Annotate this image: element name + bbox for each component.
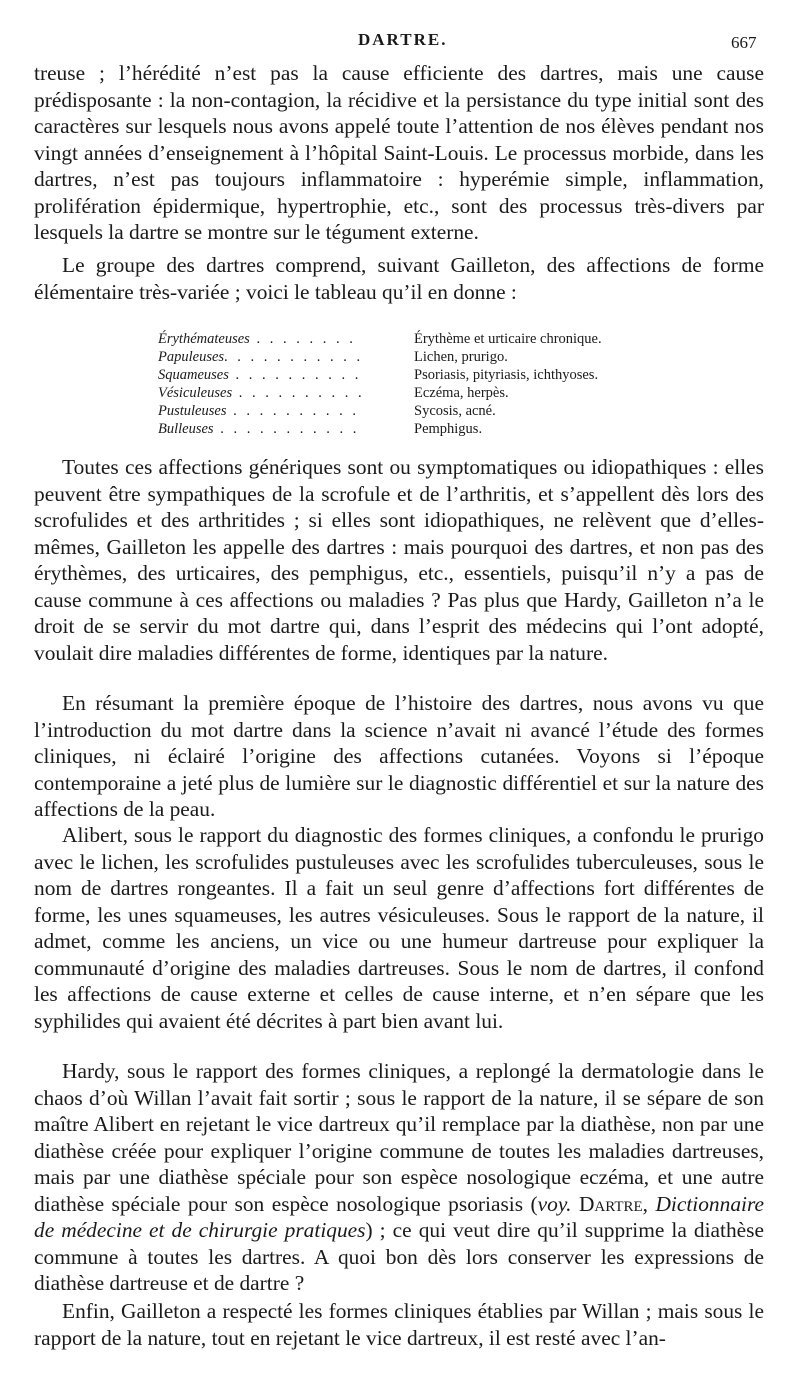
running-title: DARTRE.	[358, 30, 448, 49]
table-row	[158, 348, 658, 366]
voy-abbrev: voy.	[537, 1191, 572, 1216]
table-row	[158, 402, 658, 420]
dartre-smallcaps: Dartre	[578, 1191, 643, 1216]
paragraph-affections-generiques: Toutes ces affections génériques sont ou symptomatiques ou idiopathiques : elles peuvent être sympathiques de la scrofule et de l’arthritis, et s’appellent dès lors des scrofulides et des arthritides ; si elles sont idiopathiques, ne relèvent que d’elles-mêmes, Gailleton les appelle des dartres : mais pourquoi des dartres, et non pas des érythèmes, des urticaires, des pemphigus, etc., essentiels, puisqu’il n’y a pas de cause commune à ces affections ou maladies ? Pas plus que Hardy, Gailleton n’a le droit de se servir du mot dartre qui, dans l’esprit des médecins qui l’ont adopté, voulait dire maladies différentes de forme, identiques par la nature.	[34, 455, 764, 665]
table-row-label: Bulleuses . . . . . . . . . . .	[158, 421, 360, 437]
table-row	[158, 330, 658, 348]
table-row-label: Vésiculeuses . . . . . . . . . .	[158, 385, 365, 401]
table-row-value: Pemphigus.	[414, 421, 483, 437]
table-row-value: Lichen, prurigo.	[414, 349, 508, 365]
table-row-label: Érythémateuses . . . . . . . .	[158, 331, 356, 347]
paragraph-hardy: Hardy, sous le rapport des formes cliniques, a replongé la dermatologie dans le chaos d’où Willan l’avait fait sortir ; sous le rapport de la nature, il se sépare de son maître Alibert en rejetant le vice dartreux qu’il remplace par la diathèse, non par une diathèse créée pour expliquer l’origine commune de toutes les maladies dartreuses, mais par une diathèse spéciale pour son espèce nosologique eczéma, et une autre diathèse spéciale pour son espèce nosologique psoriasis (voy. Dartre, Dictionnaire de médecine et de chirurgie pratiques) ; ce qui veut dire qu’il supprime la diathèse commune à toutes les dartres. A quoi bon dès lors conserver les expressions de diathèse dartreuse et de dartre ?	[34, 1059, 764, 1295]
table-row	[158, 384, 658, 402]
table-row-value: Eczéma, herpès.	[414, 385, 509, 401]
table-row-label: Squameuses . . . . . . . . . .	[158, 367, 362, 383]
hardy-text-a: Hardy, sous le rapport des formes cliniques, a replongé la dermatologie dans le chaos d’où Willan l’avait fait sortir ; sous le rapport de la nature, il se sépare de son maître Alibert en rejetant le vice dartreux qu’il remplace par la diathèse, non par une diathèse créée pour expliquer l’origine commune de toutes les maladies dartreuses, mais par une diathèse spéciale pour son espèce nosologique eczéma, et une autre diathèse spéciale pour son espèce nosologique psoriasis (	[34, 1059, 764, 1216]
classification-table	[158, 330, 658, 438]
paragraph-groupe-des-dartres: Le groupe des dartres comprend, suivant Gailleton, des affections de forme élémentaire très-variée ; voici le tableau qu’il en donne :	[34, 253, 764, 304]
paragraph-alibert: Alibert, sous le rapport du diagnostic des formes cliniques, a confondu le prurigo avec le lichen, les scrofulides pustuleuses avec les scrofulides tuberculeuses, sous le nom de dartres rongeantes. Il a fait un seul genre d’affections fort différentes de forme, les unes squameuses, les autres vésiculeuses. Sous le rapport de la nature, il admet, comme les anciens, un vice ou une humeur dartreuse pour expliquer la communauté d’origine des maladies dartreuses. Sous le nom de dartres, il confond les affections de cause externe et celles de cause interne, et n’en sépare que les syphilides qui avaient été décrites à part bien avant lui.	[34, 823, 764, 1033]
paragraph-gailleton-formes: Enfin, Gailleton a respecté les formes cliniques établies par Willan ; mais sous le rapport de la nature, tout en rejetant le vice dartreux, il est resté avec l’an-	[34, 1299, 764, 1350]
table-row-value: Psoriasis, pityriasis, ichthyoses.	[414, 367, 599, 383]
hardy-text-b: ) ; ce qui veut dire qu’il supprime la diathèse commune à toutes les dartres. A quoi bon dès lors conserver les expressions de diathèse dartreuse et de dartre ?	[34, 1218, 764, 1295]
table-row-label: Pustuleuses . . . . . . . . . .	[158, 403, 359, 419]
dictionary-title: Dictionnaire de médecine et de chirurgie pratiques	[34, 1191, 764, 1242]
paragraph-continuation: treuse ; l’hérédité n’est pas la cause efficiente des dartres, mais une cause prédisposante : la non-contagion, la récidive et la persistance du type initial sont des caractères sur lesquels nous avons appelé toute l’attention de nos élèves pendant nos vingt années d’enseignement à l’hôpital Saint-Louis. Le processus morbide, dans les dartres, n’est pas toujours inflammatoire : hyperémie simple, inflammation, prolifération épidermique, hypertrophie, etc., sont des processus très-divers par lesquels la dartre se montre sur le tégument externe.	[34, 61, 764, 244]
table-row	[158, 366, 658, 384]
paragraph-premiere-epoque: En résumant la première époque de l’histoire des dartres, nous avons vu que l’introduction du mot dartre dans la science n’avait ni avancé l’étude des formes cliniques, ni éclairé l’origine des affections cutanées. Voyons si l’époque contemporaine a jeté plus de lumière sur le diagnostic différentiel et sur la nature des affections de la peau.	[34, 691, 764, 821]
table-row-value: Érythème et urticaire chronique.	[414, 331, 602, 347]
table-row	[158, 420, 658, 438]
table-row-value: Sycosis, acné.	[414, 403, 496, 419]
page-number: 667	[731, 33, 757, 52]
table-row-label: Papuleuses. . . . . . . . . . .	[158, 349, 364, 365]
